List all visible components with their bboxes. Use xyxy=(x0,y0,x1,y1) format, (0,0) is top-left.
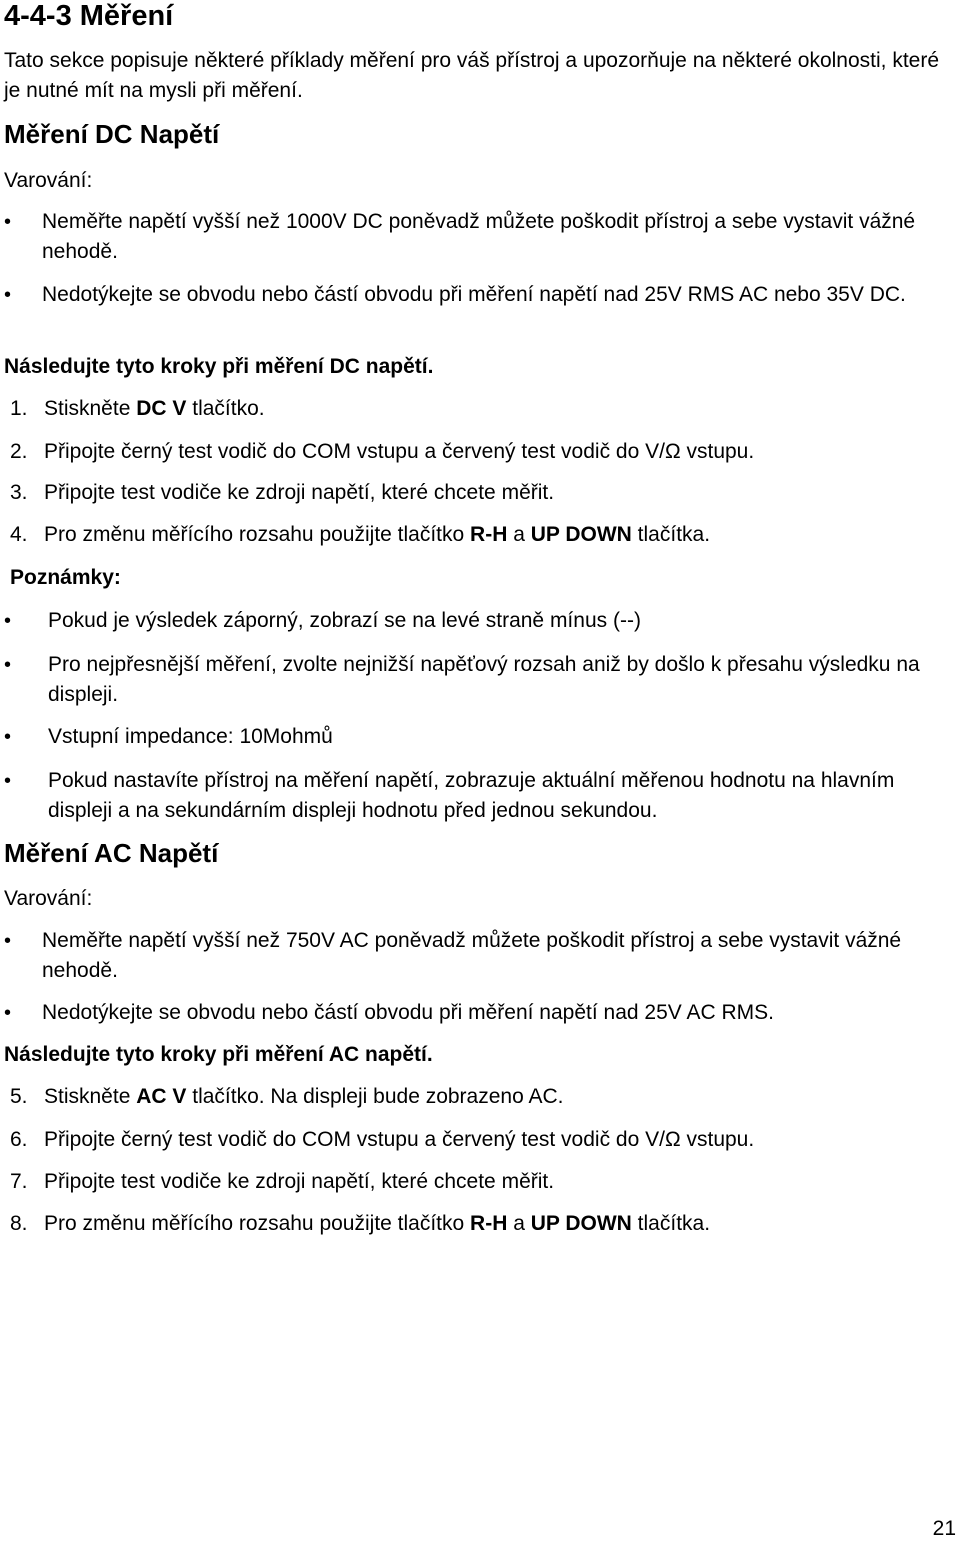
bullet-icon: • xyxy=(4,610,12,632)
bullet-icon: • xyxy=(4,1002,12,1024)
bullet-icon: • xyxy=(4,930,12,952)
ac-step: 6. Připojte černý test vodič do COM vstupu a červený test vodič do V/Ω vstupu. xyxy=(10,1128,755,1151)
ac-steps-heading: Následujte tyto kroky při měření AC napětí. xyxy=(4,1043,433,1066)
dc-step: 4. Pro změnu měřícího rozsahu použijte tlačítko R-H a UP DOWN tlačítka. xyxy=(10,523,711,546)
document-page: 4-4-3 Měření Tato sekce popisuje některé příklady měření pro váš přístroj a upozorňuje na některé okolnosti, které je nutné mít na mysli při měření. Měření DC Napětí Varování: • Neměřte napětí vyšší než 1000V DC poněvadž můžete poškodit přístroj a sebe vystavit vážné nehodě. • Nedotýkejte se obvodu nebo částí obvodu při měření napětí nad 25V RMS AC nebo 35V DC. Následujte tyto kroky při měření DC napětí. 1. Stiskněte DC V tlačítko. 2. Připojte černý test vodič do COM vstupu a červený test vodič do V/Ω vstupu. 3. Připojte test vodiče ke zdroji napětí, které chcete měřit. 4. Pro změnu měřícího rozsahu použijte tlačítko R-H a UP DOWN tlačítka. Poznámky: • Pokud je výsledek záporný, zobrazí se na levé straně mínus (--) • Pro nejpřesnější měření, zvolte nejnižší napěťový rozsah aniž by došlo k přesahu výsledku na displeji. • Vstupní impedance: 10Mohmů • Pokud nastavíte přístroj na měření napětí, zobrazuje aktuální měřenou hodnotu na hlavním displeji a na sekundárním displeji hodnotu před jednou sekundou. Měření AC Napětí Varování: • Neměřte napětí vyšší než 750V AC poněvadž můžete poškodit přístroj a sebe vystavit vážné nehodě. • Nedotýkejte se obvodu nebo částí obvodu při měření napětí nad 25V AC RMS. Následujte tyto kroky při měření AC napětí. 5. Stiskněte AC V tlačítko. Na displeji bude zobrazeno AC. 6. Připojte černý test vodič do COM vstupu a červený test vodič do V/Ω vstupu. 7. Připojte test vodiče ke zdroji napětí, které chcete měřit. 8. Pro změnu měřícího rozsahu použijte tlačítko R-H a UP DOWN tlačítka. 21 xyxy=(0,0,960,1543)
bullet-icon: • xyxy=(4,726,12,748)
ac-step: 8. Pro změnu měřícího rozsahu použijte tlačítko R-H a UP DOWN tlačítka. xyxy=(10,1212,711,1235)
ac-section-title: Měření AC Napětí xyxy=(4,838,219,868)
bullet-icon: • xyxy=(4,770,12,792)
ac-step: 5. Stiskněte AC V tlačítko. Na displeji bude zobrazeno AC. xyxy=(10,1085,564,1108)
dc-step: 2. Připojte černý test vodič do COM vstupu a červený test vodič do V/Ω vstupu. xyxy=(10,440,755,463)
section-heading: 4-4-3 Měření xyxy=(4,0,174,32)
bullet-icon: • xyxy=(4,211,12,233)
dc-step: 1. Stiskněte DC V tlačítko. xyxy=(10,397,265,420)
dc-section-title: Měření DC Napětí xyxy=(4,119,220,149)
dc-steps-heading: Následujte tyto kroky při měření DC napětí. xyxy=(4,355,434,378)
bullet-icon: • xyxy=(4,284,12,306)
dc-notes-heading: Poznámky: xyxy=(10,566,121,589)
intro-paragraph: Tato sekce popisuje některé příklady měření pro váš přístroj a upozorňuje na některé okolnosti, které je nutné mít na mysli při měření. xyxy=(4,49,940,102)
ac-step: 7. Připojte test vodiče ke zdroji napětí, které chcete měřit. xyxy=(10,1170,555,1193)
bullet-icon: • xyxy=(4,654,12,676)
dc-warning-label: Varování: xyxy=(4,169,93,192)
dc-step: 3. Připojte test vodiče ke zdroji napětí, které chcete měřit. xyxy=(10,481,555,504)
ac-warning-label: Varování: xyxy=(4,887,93,910)
page-number: 21 xyxy=(932,1517,956,1540)
